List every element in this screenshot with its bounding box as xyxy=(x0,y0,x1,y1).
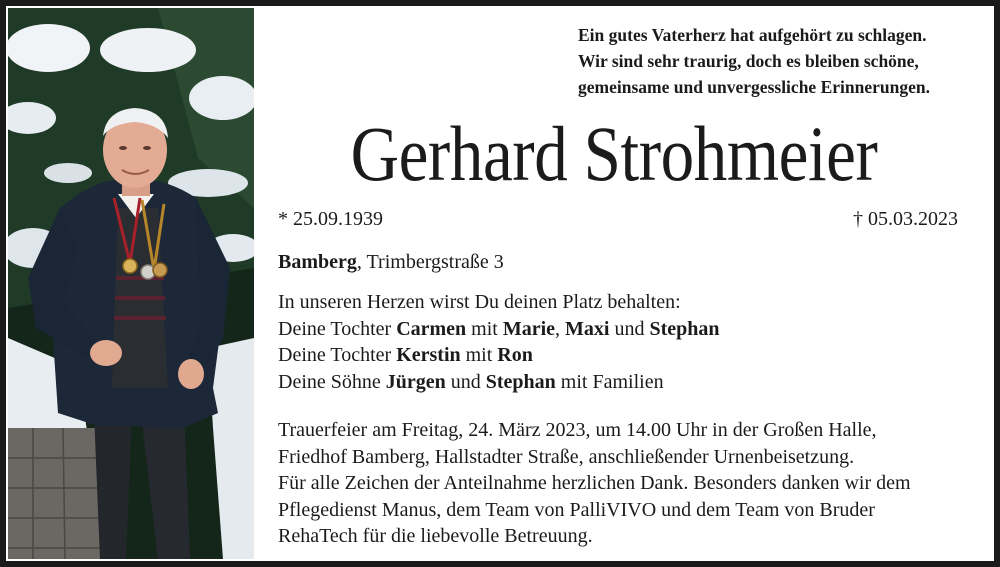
motto-line: gemeinsame und unvergessliche Erinnerungen. xyxy=(578,77,930,97)
deceased-name: Gerhard Strohmeier xyxy=(350,110,878,197)
mourner-name: Ron xyxy=(497,344,533,366)
connector-text: und xyxy=(445,370,486,393)
connector-text: , xyxy=(555,317,566,340)
mourner-line xyxy=(278,316,720,343)
address-city: Bamberg xyxy=(278,251,357,273)
mourner-line xyxy=(278,342,720,369)
relation-text: Deine Tochter xyxy=(278,344,397,366)
connector-text: mit xyxy=(460,344,498,366)
address-street: , Trimbergstraße 3 xyxy=(356,251,504,273)
details-line: Friedhof Bamberg, Hallstadter Straße, anschließender Urnenbeisetzung. xyxy=(278,445,855,468)
relation-text: Deine Söhne xyxy=(278,370,386,393)
connector-text: mit Familien xyxy=(555,370,664,393)
mourner-name: Stephan xyxy=(649,317,720,340)
motto-text xyxy=(578,22,978,100)
connector-text: und xyxy=(609,317,650,340)
mourner-line xyxy=(278,369,720,396)
details-line: Für alle Zeichen der Anteilnahme herzlichen Dank. Besonders danken wir dem xyxy=(278,472,911,494)
relation-text: Deine Tochter xyxy=(278,317,397,340)
mourners-intro: In unseren Herzen wirst Du deinen Platz behalten: xyxy=(278,291,681,313)
birth-date: * 25.09.1939 xyxy=(278,208,383,230)
mourner-name: Stephan xyxy=(485,370,556,393)
funeral-details xyxy=(278,417,911,550)
mourner-name: Jürgen xyxy=(385,370,446,393)
life-dates xyxy=(278,204,958,234)
mourners-list xyxy=(278,289,720,395)
mourner-name: Carmen xyxy=(396,317,467,340)
mourner-name: Maxi xyxy=(565,317,610,340)
motto-line: Ein gutes Vaterherz hat aufgehört zu schlagen. xyxy=(578,25,927,45)
motto-line: Wir sind sehr traurig, doch es bleiben schöne, xyxy=(578,51,919,71)
portrait-photo xyxy=(8,8,254,559)
address xyxy=(278,249,504,275)
mourner-name: Marie xyxy=(502,317,556,340)
connector-text: mit xyxy=(466,317,503,340)
details-line: Trauerfeier am Freitag, 24. März 2023, um 14.00 Uhr in der Großen Halle, xyxy=(278,419,877,441)
details-line: RehaTech für die liebevolle Betreuung. xyxy=(278,525,593,547)
details-line: Pflegedienst Manus, dem Team von PalliVIVO und dem Team von Bruder xyxy=(278,498,875,521)
death-date: † 05.03.2023 xyxy=(853,208,958,230)
mourner-name: Kerstin xyxy=(396,344,461,366)
